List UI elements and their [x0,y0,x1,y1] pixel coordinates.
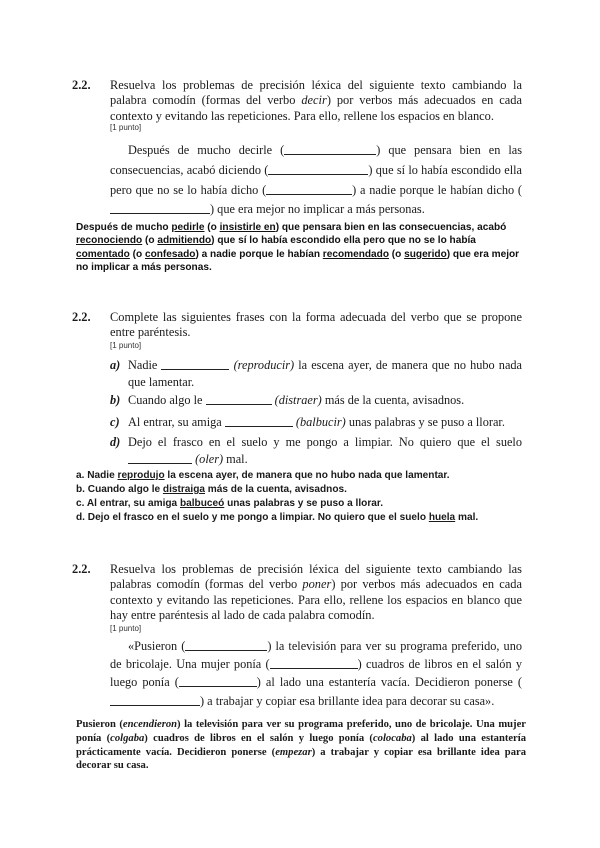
exercise-3-text: «Pusieron ( ) la televisión para ver su programa preferido, uno de bricolaje. Una mujer ponía ( ) cuadros de libros en el salón y luego ponía ( ) al lado una estantería vacía. Decidieron ponerse () a trabajar y copiar esa brillante idea para decorar su casa». [110,639,523,708]
answer-blank[interactable] [266,183,352,195]
exercise-3-solution: Pusieron (encendieron) la televisión para ver su programa preferido, uno de bricolaje. Una mujer ponía (colgaba) cuadros de libros en el salón y luego ponía (colocaba) al lado una estantería prácticamente vacía. Decidieron ponerse (empezar) a trabajar y copiar esa brillante idea para decorar su casa. [76,719,527,772]
answer-blank[interactable] [110,694,200,706]
answer-blank[interactable] [110,202,210,214]
answer-line: d. Dejo el frasco en el suelo y me pongo a limpiar. No quiero que el suelo huela mal. [76,512,479,523]
exercise-item: c) Al entrar, su amiga (balbucir) unas palabras y se puso a llorar. [110,415,505,429]
exercise-2-header [72,310,522,341]
exercise-item: b) Cuando algo le (distraer) más de la cuenta, avisadnos. [110,393,465,407]
points-label: [1 punto] [110,624,142,633]
points-label: [1 punto] [110,123,142,132]
exercise-3-header [72,562,522,624]
answer-blank[interactable] [185,639,267,651]
answer-blank[interactable] [128,452,192,464]
answer-line: b. Cuando algo le distraiga más de la cuenta, avisadnos. [76,484,347,495]
exercise-number: 2.2. [72,562,91,576]
exercise-1-solution: Después de mucho pedirle (o insistirle en) que pensara bien en las consecuencias, acabó reconociendo (o admitiendo) que sí lo había escondido ella pero que no se lo había comentado (o confesado) a nadie porque le habían recomendado (o sugerido) que era mejor no implicar a más personas. [76,222,520,274]
answer-blank[interactable] [268,163,368,175]
exercise-number: 2.2. [72,310,91,324]
exercise-1-text: Después de mucho decirle ( ) que pensara bien en las consecuencias, acabó diciendo ( ) que sí lo había escondido ella pero que no se lo había dicho ( ) a nadie porque le habían dicho () que era mejor no implicar a más personas. [110,143,522,217]
answer-line: a. Nadie reprodujo la escena ayer, de manera que no hubo nada que lamentar. [76,470,450,481]
points-label: [1 punto] [110,341,142,350]
exercise-item: d) Dejo el frasco en el suelo y me pongo a limpiar. No quiero que el suelo (oler) mal. [110,435,522,466]
answer-blank[interactable] [270,657,358,669]
answer-blank[interactable] [179,675,257,687]
answer-blank[interactable] [206,393,272,405]
answer-blank[interactable] [161,358,229,370]
answer-blank[interactable] [225,415,293,427]
exercise-instruction: Resuelva los problemas de precisión léxica del siguiente texto cambiando la palabra comodín (formas del verbo decir) por verbos más adecuados en cada contexto y evitando las repeticiones. Para ello, rellene los espacios en blanco. [110,78,522,123]
exercise-instruction: Complete las siguientes frases con la forma adecuada del verbo que se propone entre paréntesis. [110,310,522,340]
answer-blank[interactable] [284,143,376,155]
exercise-1-header [72,78,522,124]
exercise-instruction: Resuelva los problemas de precisión léxica del siguiente texto cambiando las palabras comodín (formas del verbo poner) por verbos más adecuados en cada contexto y evitando las repeticiones. Para ello, rellene los espacios en blanco que hay entre paréntesis al lado de cada palabra comodín. [110,562,523,623]
exercise-item: a) Nadie (reproducir) la escena ayer, de manera que no hubo nada que lamentar. [110,358,523,389]
exercise-number: 2.2. [72,78,91,92]
answer-line: c. Al entrar, su amiga balbuceó unas palabras y se puso a llorar. [76,498,384,509]
